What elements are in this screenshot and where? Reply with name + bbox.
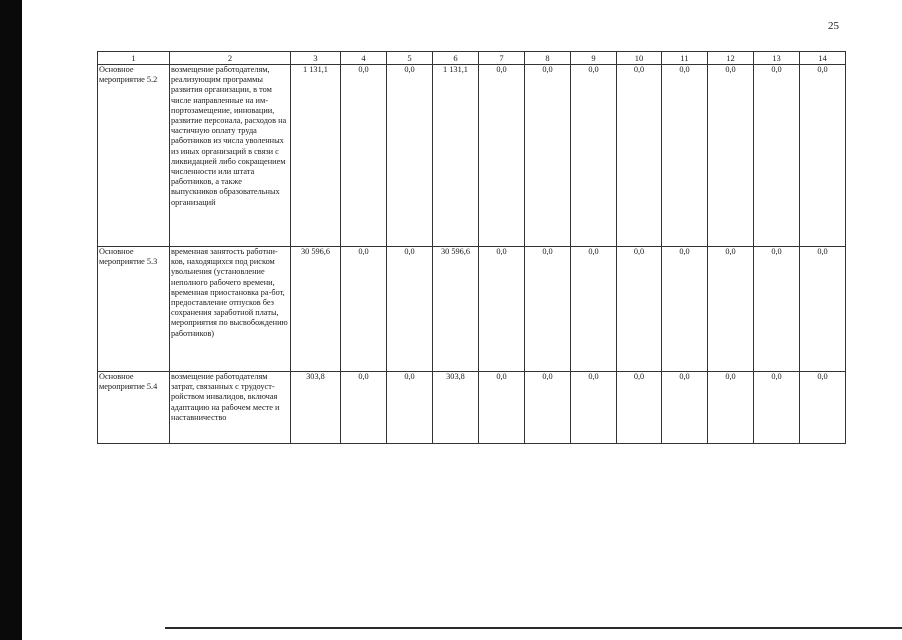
scan-left-edge [0,0,22,640]
table-cell: 0,0 [662,65,708,247]
table-cell: 1 131,1 [291,65,341,247]
table-cell: 0,0 [341,372,387,444]
table-cell: 0,0 [479,65,525,247]
table-cell: 0,0 [387,247,433,372]
row-description: возмещение работодателям, реализующим программы развития организации, в том числе направленные на им-портозамещение, инновации, развитие персонала, расходов на частичную оплату труда работников из числа уволенных из иных организаций в связи с ликвидацией либо сокращением численности или штата работников, а также выпускников образовательных организаций [170,65,291,247]
column-header: 12 [708,52,754,65]
table-cell: 0,0 [479,247,525,372]
row-label: Основное мероприятие 5.4 [98,372,170,444]
table-cell: 0,0 [387,65,433,247]
column-header: 8 [525,52,571,65]
table-cell: 0,0 [708,65,754,247]
table-cell: 0,0 [800,372,846,444]
column-header: 9 [571,52,617,65]
table-cell: 30 596,6 [433,247,479,372]
table-cell: 0,0 [708,372,754,444]
table-cell: 0,0 [571,65,617,247]
table-cell: 1 131,1 [433,65,479,247]
row-description: временная занятость работни-ков, находящихся под риском увольнения (установление неполного рабочего времени, временная приостановка ра-бот, предоставление отпусков без сохранения заработной платы, мероприятия по высвобождению работников) [170,247,291,372]
column-header: 11 [662,52,708,65]
table-row [98,65,846,247]
column-header: 3 [291,52,341,65]
column-header: 7 [479,52,525,65]
column-header: 13 [754,52,800,65]
row-label: Основное мероприятие 5.2 [98,65,170,247]
column-header: 4 [341,52,387,65]
table-cell: 0,0 [754,372,800,444]
data-table [97,51,846,444]
table-cell: 0,0 [800,65,846,247]
column-header: 14 [800,52,846,65]
column-header: 10 [617,52,662,65]
column-header: 1 [98,52,170,65]
table-cell: 0,0 [571,247,617,372]
column-header: 6 [433,52,479,65]
table-cell: 30 596,6 [291,247,341,372]
table-cell: 303,8 [291,372,341,444]
row-description: возмещение работодателям затрат, связанных с трудоуст-ройством инвалидов, включая адаптацию на рабочем месте и наставничество [170,372,291,444]
table-cell: 0,0 [708,247,754,372]
table-cell: 0,0 [617,372,662,444]
table-cell: 0,0 [754,65,800,247]
row-label: Основное мероприятие 5.3 [98,247,170,372]
table-cell: 0,0 [662,247,708,372]
table-cell: 303,8 [433,372,479,444]
table-cell: 0,0 [662,372,708,444]
table-cell: 0,0 [525,247,571,372]
column-header: 5 [387,52,433,65]
table-cell: 0,0 [341,65,387,247]
table-cell: 0,0 [571,372,617,444]
table-cell: 0,0 [525,372,571,444]
table-cell: 0,0 [754,247,800,372]
page-number: 25 [828,20,839,32]
table-cell: 0,0 [525,65,571,247]
table-cell: 0,0 [479,372,525,444]
table-cell: 0,0 [800,247,846,372]
table-cell: 0,0 [387,372,433,444]
table-cell: 0,0 [341,247,387,372]
table-row [98,372,846,444]
table-row [98,247,846,372]
header-row [98,52,846,65]
table-cell: 0,0 [617,247,662,372]
scan-bottom-line [165,627,902,629]
column-header: 2 [170,52,291,65]
table-cell: 0,0 [617,65,662,247]
